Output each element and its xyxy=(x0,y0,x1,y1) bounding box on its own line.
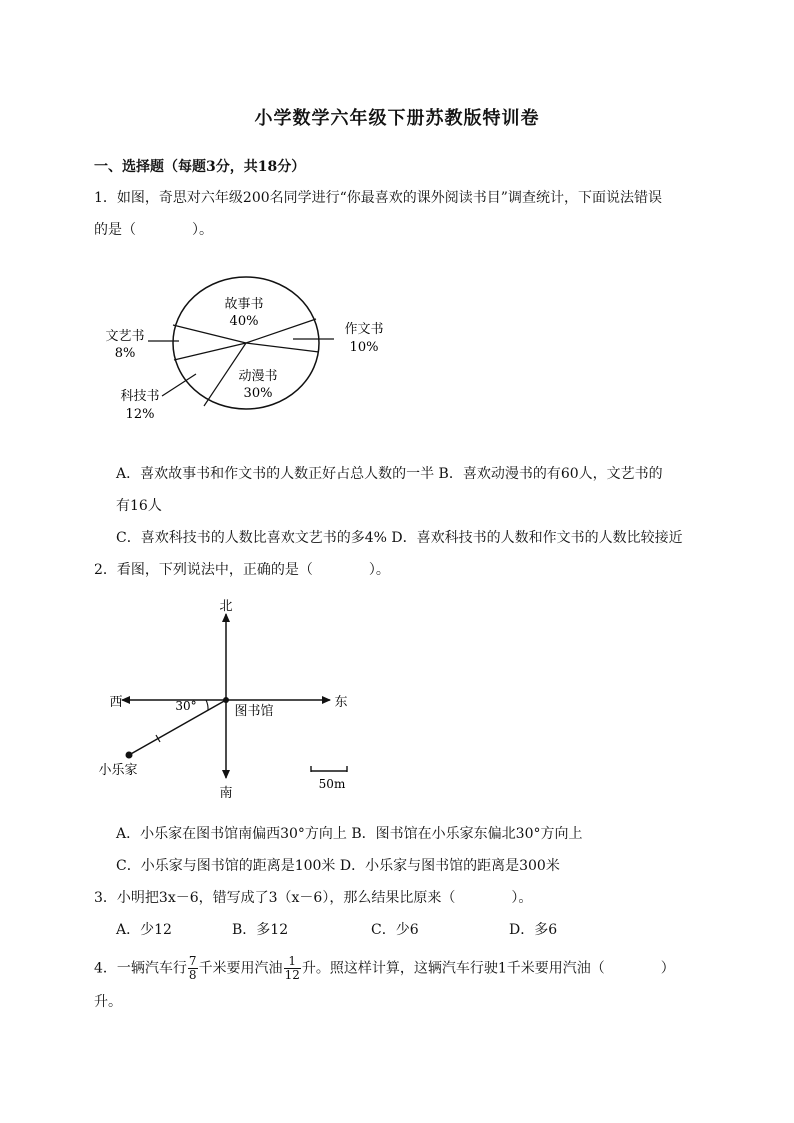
direction-south-label: 南 xyxy=(219,786,233,801)
q4-stem-line2: 升。 xyxy=(94,994,122,1010)
pie-label-art: 文艺书 xyxy=(105,329,145,344)
fraction-seven-eighths xyxy=(188,955,198,982)
pie-pct-essay: 10% xyxy=(349,340,379,355)
pie-divider-essay-comic xyxy=(246,343,319,352)
q4-stem-mid: 千米要用汽油 xyxy=(198,960,283,977)
pie-label-story: 故事书 xyxy=(224,297,264,312)
q3-option-a: A．少12 xyxy=(116,922,172,938)
section-heading: 一、选择题（每题3分，共18分） xyxy=(94,159,306,175)
pie-pct-sci: 12% xyxy=(125,407,155,422)
fraction-one-twelfth xyxy=(284,955,301,982)
fraction-denominator: 12 xyxy=(284,968,300,982)
q4-stem-post: 升。照这样计算，这辆汽车行驶1千米要用汽油（ ） xyxy=(301,960,675,977)
pie-label-sci: 科技书 xyxy=(120,389,160,404)
direction-map-figure xyxy=(94,594,364,804)
home-label: 小乐家 xyxy=(98,763,138,778)
pie-pct-story: 40% xyxy=(229,314,259,329)
pie-label-comic: 动漫书 xyxy=(238,369,278,384)
scale-label: 50m xyxy=(318,777,346,791)
fraction-numerator: 1 xyxy=(284,955,301,969)
q1-option-ab-line2: 有16人 xyxy=(116,498,162,514)
page-title: 小学数学六年级下册苏教版特训卷 xyxy=(254,108,540,129)
q1-option-cd: C．喜欢科技书的人数比喜欢文艺书的多4% D．喜欢科技书的人数和作文书的人数比较接近 xyxy=(116,530,683,546)
direction-north-label: 北 xyxy=(219,599,233,614)
direction-east-label: 东 xyxy=(334,695,348,710)
direction-west-label: 西 xyxy=(109,695,123,710)
q1-stem-line2: 的是（ ）。 xyxy=(94,222,213,238)
home-point xyxy=(126,752,133,759)
pie-divider-art-sci xyxy=(174,343,246,360)
fraction-denominator: 8 xyxy=(188,968,197,982)
library-label: 图书馆 xyxy=(234,704,274,719)
q2-stem: 2．看图，下列说法中，正确的是（ ）。 xyxy=(94,562,390,578)
q3-option-d: D．多6 xyxy=(509,922,558,938)
q1-stem-line1: 1．如图，奇思对六年级200名同学进行“你最喜欢的课外阅读书目”调查统计，下面说法错误 xyxy=(94,190,662,206)
q4-stem-pre: 4．一辆汽车行 xyxy=(94,960,187,977)
q2-option-ab: A．小乐家在图书馆南偏西30°方向上 B．图书馆在小乐家东偏北30°方向上 xyxy=(116,826,583,842)
q3-stem: 3．小明把3x－6，错写成了3（x－6），那么结果比原来（ ）。 xyxy=(94,890,533,906)
pie-leader-sci xyxy=(162,374,196,396)
q2-option-cd: C．小乐家与图书馆的距离是100米 D．小乐家与图书馆的距离是300米 xyxy=(116,858,560,874)
q3-option-c: C．少6 xyxy=(371,922,419,938)
q4-stem xyxy=(94,955,675,982)
angle-label: 30° xyxy=(175,699,197,713)
pie-chart-figure xyxy=(94,270,414,430)
fraction-numerator: 7 xyxy=(188,954,197,968)
pie-pct-art: 8% xyxy=(114,346,136,361)
pie-label-essay: 作文书 xyxy=(344,322,384,337)
pie-pct-comic: 30% xyxy=(243,386,273,401)
q3-option-b: B．多12 xyxy=(232,922,289,938)
library-point xyxy=(223,697,229,703)
angle-arc xyxy=(206,700,208,710)
q1-option-ab-line1: A．喜欢故事书和作文书的人数正好占总人数的一半 B．喜欢动漫书的有60人，文艺书的 xyxy=(116,466,663,482)
